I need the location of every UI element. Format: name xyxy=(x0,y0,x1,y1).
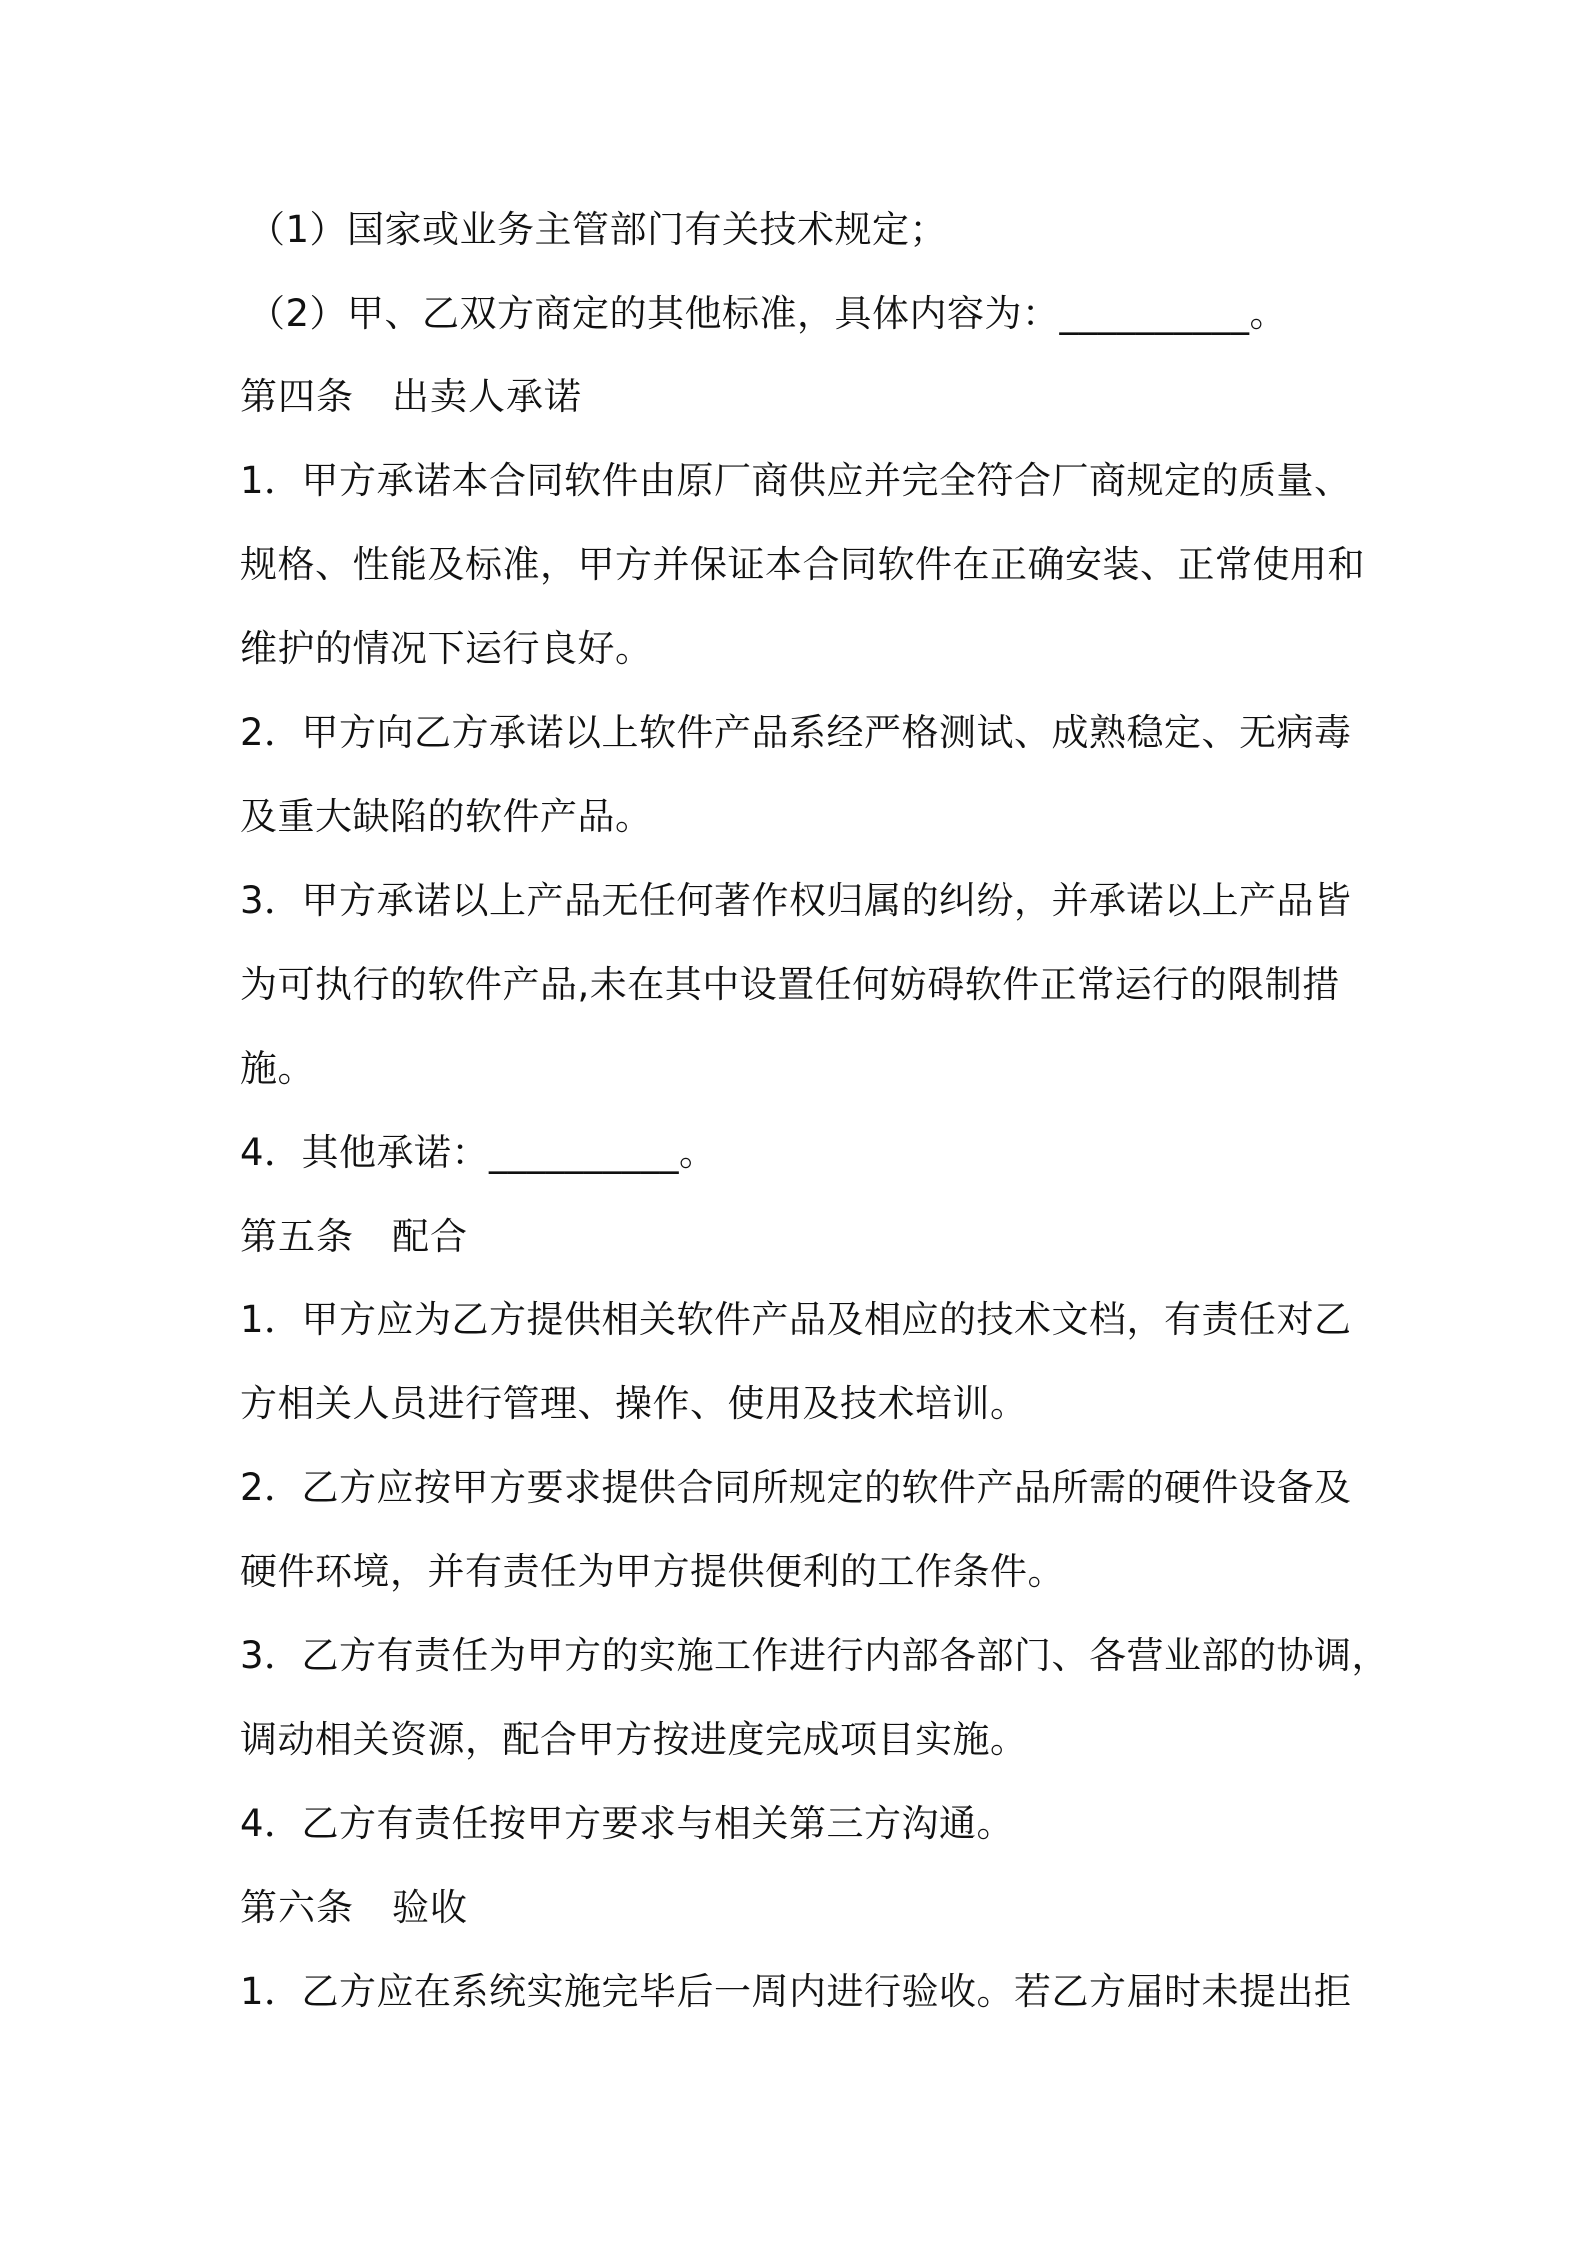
article-4-item-3-line-2: 为可执行的软件产品,未在其中设置任何妨碍软件正常运行的限制措 xyxy=(240,963,1340,1006)
article-5-item-3-line-1: 3．乙方有责任为甲方的实施工作进行内部各部门、各营业部的协调， xyxy=(240,1634,1390,1677)
article-4-item-4: 4．其他承诺：__________。 xyxy=(240,1131,717,1174)
article-4-item-1-line-3: 维护的情况下运行良好。 xyxy=(240,627,653,670)
article-5-item-2-line-1: 2．乙方应按甲方要求提供合同所规定的软件产品所需的硬件设备及 xyxy=(240,1466,1352,1509)
clause-3-item-2: （2）甲、乙双方商定的其他标准，具体内容为：__________。 xyxy=(248,292,1288,335)
article-5-heading: 第五条 配合 xyxy=(240,1215,468,1258)
article-5-item-4: 4．乙方有责任按甲方要求与相关第三方沟通。 xyxy=(240,1802,1015,1845)
article-6-item-1-line-1: 1．乙方应在系统实施完毕后一周内进行验收。若乙方届时未提出拒 xyxy=(240,1970,1352,2013)
article-4-item-3-line-1: 3．甲方承诺以上产品无任何著作权归属的纠纷，并承诺以上产品皆 xyxy=(240,879,1352,922)
article-4-item-1-line-2: 规格、性能及标准，甲方并保证本合同软件在正确安装、正常使用和 xyxy=(240,543,1365,586)
article-6-heading: 第六条 验收 xyxy=(240,1886,468,1929)
article-4-item-3-line-3: 施。 xyxy=(240,1047,315,1090)
clause-3-item-1: （1）国家或业务主管部门有关技术规定； xyxy=(248,208,948,251)
article-5-item-1-line-2: 方相关人员进行管理、操作、使用及技术培训。 xyxy=(240,1382,1028,1425)
article-4-item-2-line-2: 及重大缺陷的软件产品。 xyxy=(240,795,653,838)
article-5-item-3-line-2: 调动相关资源，配合甲方按进度完成项目实施。 xyxy=(240,1718,1028,1761)
article-5-item-1-line-1: 1．甲方应为乙方提供相关软件产品及相应的技术文档，有责任对乙 xyxy=(240,1298,1352,1341)
article-4-item-1-line-1: 1．甲方承诺本合同软件由原厂商供应并完全符合厂商规定的质量、 xyxy=(240,459,1352,502)
article-4-item-2-line-1: 2．甲方向乙方承诺以上软件产品系经严格测试、成熟稳定、无病毒 xyxy=(240,711,1352,754)
article-5-item-2-line-2: 硬件环境，并有责任为甲方提供便利的工作条件。 xyxy=(240,1550,1065,1593)
article-4-heading: 第四条 出卖人承诺 xyxy=(240,375,582,418)
